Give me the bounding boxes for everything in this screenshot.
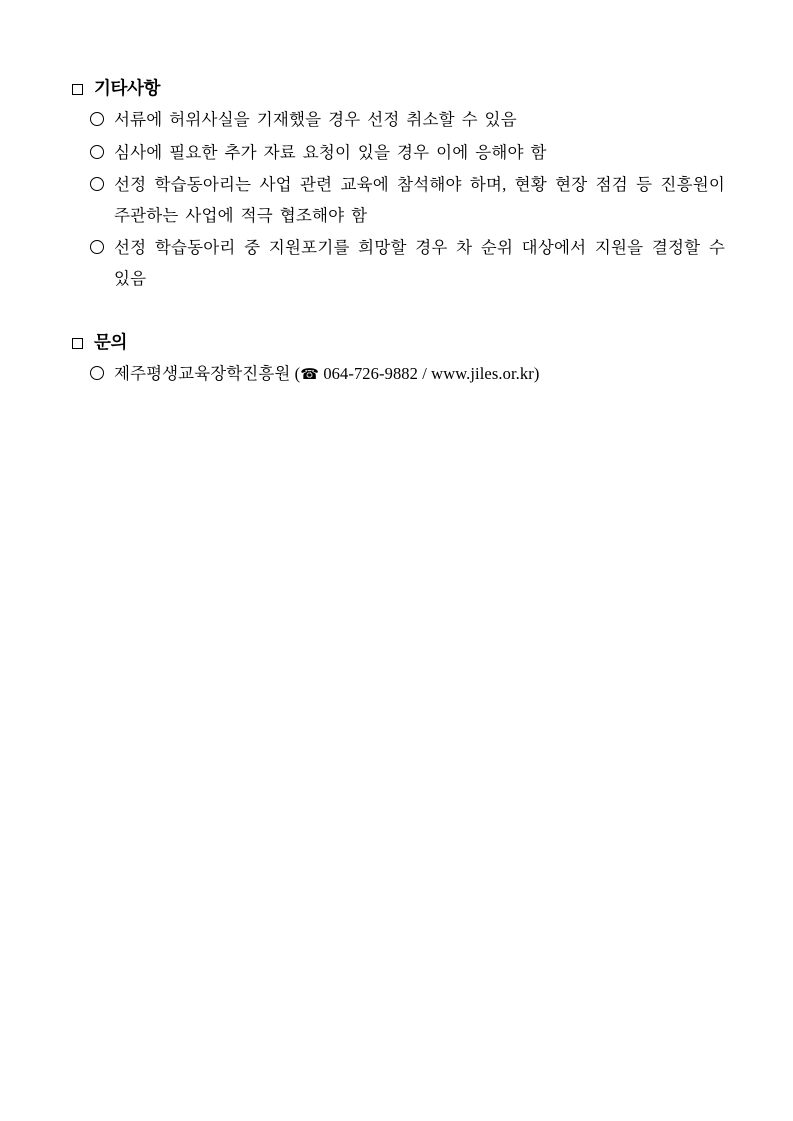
close-paren: )	[533, 364, 540, 384]
website-url[interactable]: www.jiles.or.kr	[431, 364, 534, 384]
section-title: 문의	[94, 332, 128, 353]
square-bullet-icon	[72, 84, 83, 95]
separator: /	[422, 364, 427, 384]
list-item-text: 선정 학습동아리 중 지원포기를 희망할 경우 차 순위 대상에서 지원을 결정할 수 있음	[114, 238, 725, 288]
list-item	[90, 138, 725, 169]
circle-bullet-icon	[90, 366, 104, 380]
circle-bullet-icon	[90, 240, 104, 254]
organization-name: 제주평생교육장학진흥원	[114, 364, 291, 384]
list-item-text: 서류에 허위사실을 기재했을 경우 선정 취소할 수 있음	[114, 110, 517, 130]
square-bullet-icon	[72, 338, 83, 349]
telephone-icon: ☎	[300, 367, 320, 384]
list-item-text: 심사에 필요한 추가 자료 요청이 있을 경우 이에 응해야 함	[114, 142, 547, 162]
other-matters-list	[72, 105, 725, 294]
section-title: 기타사항	[94, 78, 161, 98]
section-other-matters	[72, 78, 725, 294]
list-item-text: 선정 학습동아리는 사업 관련 교육에 참석해야 하며, 현황 현장 점검 등 진흥원이 주관하는 사업에 적극 협조해야 함	[114, 175, 725, 225]
section-spacer	[72, 300, 725, 332]
circle-bullet-icon	[90, 177, 104, 191]
circle-bullet-icon	[90, 145, 104, 159]
list-item	[90, 233, 725, 294]
section-heading-inquiry	[72, 332, 725, 352]
list-item	[90, 170, 725, 231]
inquiry-list	[72, 359, 725, 390]
contact-line	[114, 359, 539, 390]
circle-bullet-icon	[90, 112, 104, 126]
open-paren: (	[294, 364, 301, 384]
section-inquiry	[72, 332, 725, 390]
list-item	[90, 105, 725, 136]
section-heading-other-matters	[72, 78, 725, 98]
phone-number: 064-726-9882	[323, 364, 419, 384]
list-item	[90, 359, 725, 390]
